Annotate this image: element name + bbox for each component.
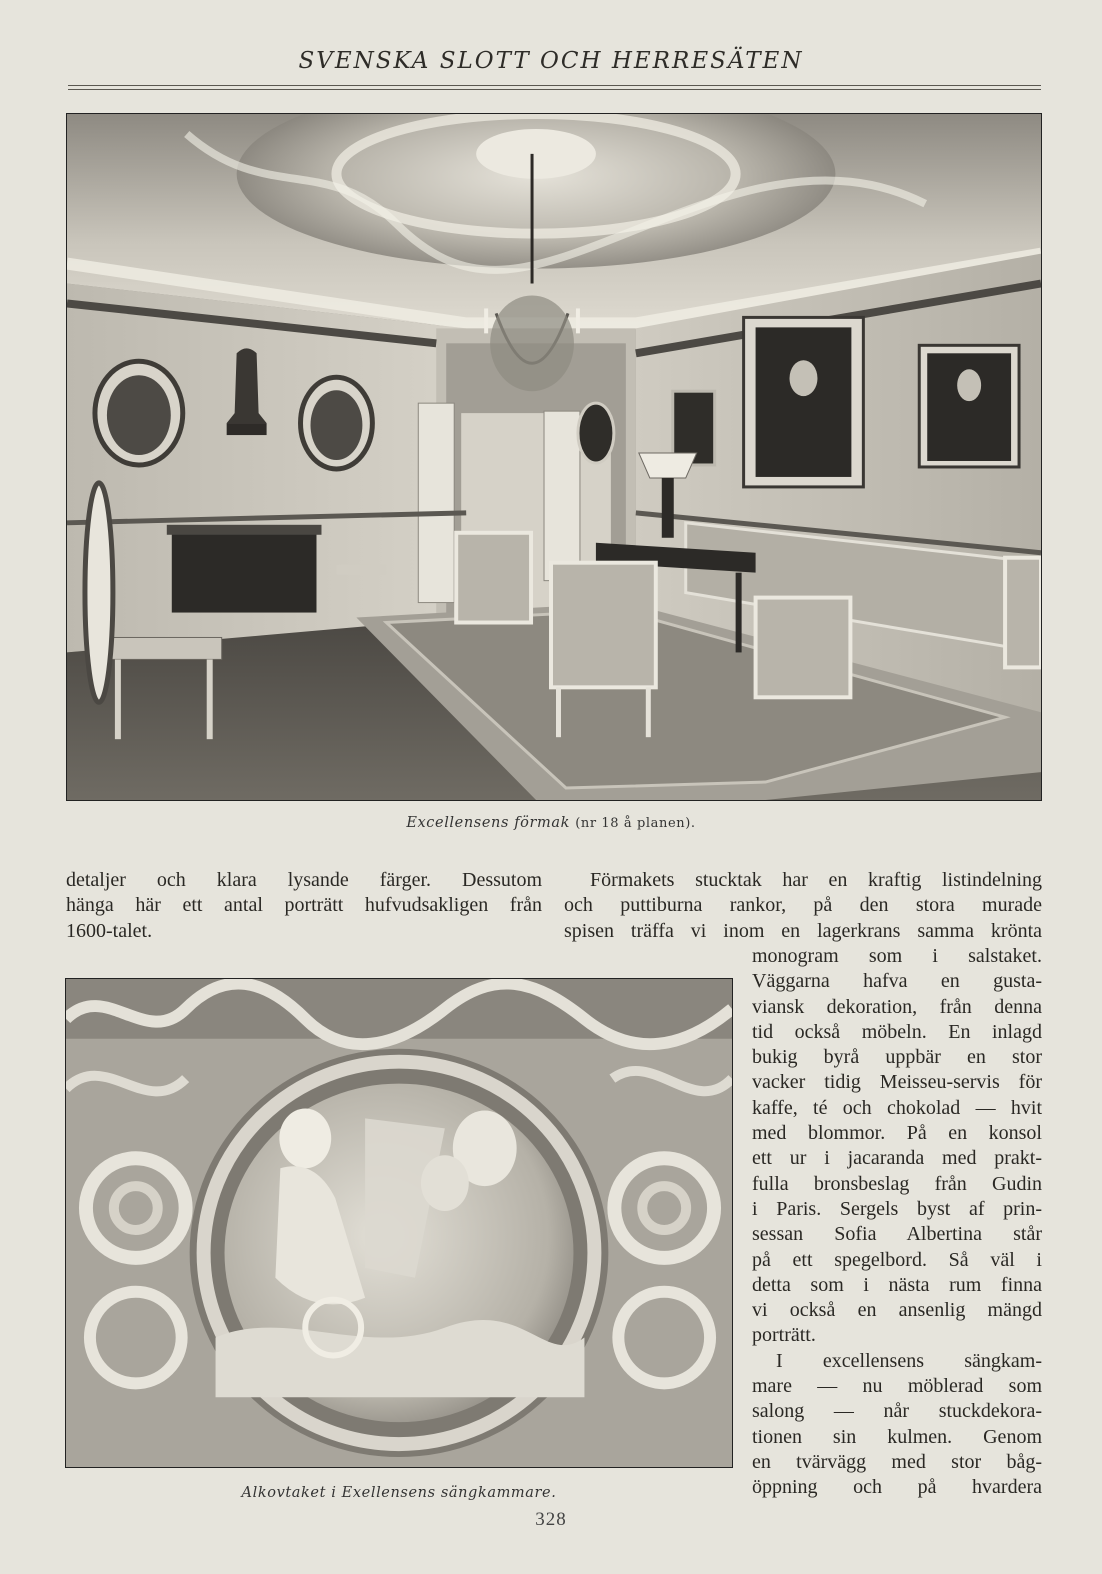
text-column-left: [66, 868, 542, 944]
text-line: på ett spegelbord. Så väl i: [752, 1248, 1042, 1271]
text-line: salong — når stuckdekora-: [752, 1400, 1042, 1423]
text-line: fulla bronsbeslag från Gudin: [752, 1172, 1042, 1195]
page-number: 328: [535, 1509, 567, 1530]
text-line: tionen sin kulmen. Genom: [752, 1425, 1042, 1448]
drawing-room-illustration: [67, 114, 1041, 800]
text-line: med blommor. På en konsol: [752, 1122, 1042, 1145]
text-line: spisen träffa vi inom en lagerkrans samma krönta: [564, 919, 1042, 942]
text-line: tid också möbeln. En inlagd: [752, 1020, 1042, 1043]
alcove-ceiling-photograph: [65, 978, 733, 1468]
text-line: i Paris. Sergels byst af prin-: [752, 1197, 1042, 1220]
bottom-photo-caption: Alkovtaket i Exellensens sängkammare.: [241, 1485, 557, 1501]
text-line: monogram som i salstaket.: [752, 945, 1042, 967]
text-line: och puttiburna rankor, på den stora murade: [564, 894, 1042, 917]
running-head: SVENSKA SLOTT OCH HERRESÄTEN: [298, 48, 804, 74]
caption-reference: (nr 18 å planen).: [575, 816, 696, 831]
text-line: sessan Sofia Albertina står: [752, 1223, 1042, 1246]
text-line: I excellensens sängkam-: [776, 1349, 1042, 1372]
text-line: 1600-talet.: [66, 919, 153, 942]
text-line: detta som i nästa rum finna: [752, 1273, 1042, 1296]
caption-title: Excellensens förmak: [406, 815, 571, 831]
text-line: en tvärvägg med stor båg-: [752, 1450, 1042, 1473]
header-rule: [68, 85, 1041, 86]
text-line: kaffe, té och chokolad — hvit: [752, 1096, 1042, 1119]
stucco-relief-illustration: [66, 979, 732, 1467]
text-line: Väggarna hafva en gusta-: [752, 970, 1042, 993]
text-line: Förmakets stucktak har en kraftig listindelning: [590, 869, 1042, 891]
text-column-right-top: [564, 868, 1042, 944]
text-line: porträtt.: [752, 1324, 816, 1347]
text-line: detaljer och klara lysande färger. Dessutom: [66, 869, 542, 891]
text-line: ett ur i jacaranda med prakt-: [752, 1147, 1042, 1170]
text-line: mare — nu möblerad som: [752, 1375, 1042, 1398]
text-line: vi också en ansenlig mängd: [752, 1299, 1042, 1322]
text-line: vacker tidig Meisseu-servis för: [752, 1071, 1042, 1094]
text-line: bukig byrå uppbär en stor: [752, 1046, 1042, 1069]
text-line: hänga här ett antal porträtt hufvudsakligen från: [66, 894, 542, 917]
drawing-room-photograph: [66, 113, 1042, 801]
header-rule-thin: [68, 89, 1041, 90]
text-line: öppning och på hvardera: [752, 1476, 1042, 1499]
top-photo-caption: [0, 815, 1102, 831]
text-column-narrow: [752, 944, 1042, 1501]
text-line: viansk dekoration, från denna: [752, 995, 1042, 1018]
